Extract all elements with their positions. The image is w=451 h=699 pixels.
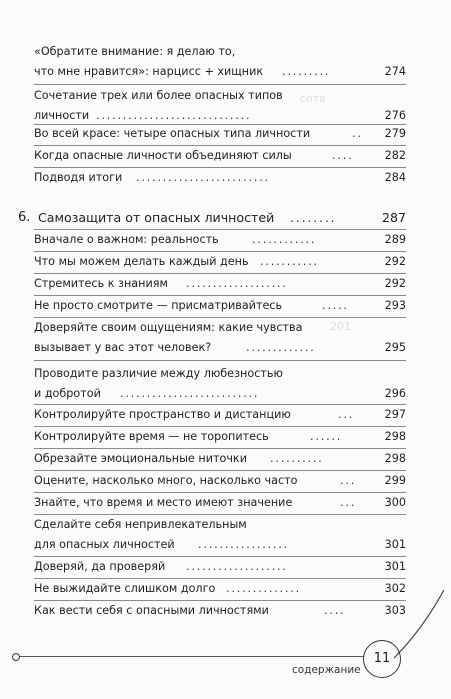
toc-entry[interactable] xyxy=(34,296,406,316)
leader-dots: ............. xyxy=(246,341,316,354)
chapter-number: 6. xyxy=(18,210,31,225)
leader-dots: ..... xyxy=(322,299,349,312)
leader-dots: ......................... xyxy=(136,171,270,184)
toc-entry[interactable] xyxy=(34,557,406,577)
leader-dots: .............. xyxy=(226,582,301,595)
toc-entry-text: для опасных личностей xyxy=(34,538,175,551)
toc-entry-page: 293 xyxy=(384,299,406,312)
leader-dots: ... xyxy=(340,496,357,509)
toc-entry-text: Во всей красе: четыре опасных типа личности xyxy=(34,127,311,140)
toc-entry-page: 299 xyxy=(384,474,406,487)
leader-dots: ... xyxy=(340,474,357,487)
toc-entry-text: Как вести себя с опасными личностями xyxy=(34,604,269,617)
leader-dots: ............ xyxy=(252,233,317,246)
toc-entry-page: 302 xyxy=(384,582,406,595)
leader-dots: ............................. xyxy=(96,109,252,122)
toc-entry-page: 292 xyxy=(384,255,406,268)
leader-dots: ......... xyxy=(282,65,331,78)
toc-entry-page: 279 xyxy=(384,127,406,140)
toc-entry[interactable] xyxy=(34,86,406,126)
toc-entry[interactable] xyxy=(34,146,406,166)
toc-entry[interactable] xyxy=(34,274,406,294)
toc-entry-page: 298 xyxy=(384,452,406,465)
toc-entry[interactable] xyxy=(34,515,406,555)
toc-entry-text: Подводя итоги xyxy=(34,171,123,184)
leader-dots: ... xyxy=(338,408,355,421)
leader-dots: ........ xyxy=(290,210,337,225)
footer-section-label: содержание xyxy=(292,664,361,676)
toc-chapter-entry[interactable] xyxy=(38,208,406,228)
leader-dots: ................... xyxy=(186,560,288,573)
footer-dot-icon xyxy=(12,653,20,661)
toc-entry-page: 292 xyxy=(384,277,406,290)
toc-entry-text: Вначале о важном: реальность xyxy=(34,233,219,246)
leader-dots: .......... xyxy=(270,452,324,465)
toc-entry[interactable] xyxy=(34,449,406,469)
toc-entry-page: 303 xyxy=(384,604,406,617)
toc-entry-text: Знайте, что время и место имеют значение xyxy=(34,496,293,509)
toc-entry-text: «Обратите внимание: я делаю то, xyxy=(34,45,236,58)
chapter-title: Самозащита от опасных личностей xyxy=(38,210,275,225)
toc-entry-page: 297 xyxy=(384,408,406,421)
toc-entry-text: Когда опасные личности объединяют силы xyxy=(34,149,292,162)
leader-dots: .. xyxy=(352,127,363,140)
toc-entry-text: Стремитесь к знаниям xyxy=(34,277,168,290)
leader-dots: .... xyxy=(332,149,354,162)
toc-entry[interactable] xyxy=(34,601,406,621)
page-number: 11 xyxy=(363,640,401,678)
toc-entry[interactable] xyxy=(34,168,406,188)
toc-entry-page: 289 xyxy=(384,233,406,246)
toc-entry-text: Не выжидайте слишком долго xyxy=(34,582,216,595)
toc-entry-page: 282 xyxy=(384,149,406,162)
show-through-text: сотв xyxy=(300,92,326,105)
toc-entry[interactable] xyxy=(34,471,406,491)
toc-entry-text: Сделайте себя непривлекательным xyxy=(34,518,247,531)
toc-entry[interactable] xyxy=(34,42,406,82)
decorative-arc xyxy=(392,590,451,660)
toc-entry-text: личности xyxy=(34,109,90,122)
toc-entry[interactable] xyxy=(34,427,406,447)
toc-entry-text: и добротой xyxy=(34,387,101,400)
toc-entry-text: Проводите различие между любезностью xyxy=(34,367,283,380)
leader-dots: .......................... xyxy=(120,387,260,400)
toc-entry-page: 300 xyxy=(384,496,406,509)
toc-entry-text: Контролируйте пространство и дистанцию xyxy=(34,408,291,421)
leader-dots: ........... xyxy=(260,255,319,268)
toc-entry-text: Сочетание трех или более опасных типов xyxy=(34,89,283,102)
toc-entry-text: Что мы можем делать каждый день xyxy=(34,255,249,268)
entry-separator xyxy=(34,360,406,361)
toc-entry-text: Контролируйте время — не торопитесь xyxy=(34,430,269,443)
leader-dots: ................... xyxy=(186,277,288,290)
toc-entry-text: Оцените, насколько много, насколько часто xyxy=(34,474,298,487)
toc-entry[interactable] xyxy=(34,318,406,358)
toc-entry-text: вызывает у вас этот человек? xyxy=(34,341,212,354)
leader-dots: .... xyxy=(324,604,346,617)
show-through-text: 201 xyxy=(330,320,351,333)
toc-entry-text: что мне нравится»: нарцисс + хищник xyxy=(34,65,264,78)
toc-entry[interactable] xyxy=(34,579,406,599)
toc-entry[interactable] xyxy=(34,405,406,425)
toc-entry-page: 284 xyxy=(384,171,406,184)
toc-entry-text: Доверяй, да проверяй xyxy=(34,560,166,573)
toc-entry-text: Доверяйте своим ощущениям: какие чувства xyxy=(34,321,303,334)
toc-entry-page: 295 xyxy=(384,341,406,354)
toc-entry-text: Обрезайте эмоциональные ниточки xyxy=(34,452,247,465)
footer-rule xyxy=(12,656,364,657)
toc-entry[interactable] xyxy=(34,124,406,144)
toc-entry[interactable] xyxy=(34,252,406,272)
toc-entry-text: Не просто смотрите — присматривайтесь xyxy=(34,299,283,312)
toc-entry-page: 274 xyxy=(384,65,406,78)
toc-entry[interactable] xyxy=(34,364,406,404)
toc-entry[interactable] xyxy=(34,230,406,250)
toc-entry[interactable] xyxy=(34,493,406,513)
toc-entry-page: 301 xyxy=(384,560,406,573)
entry-separator xyxy=(34,84,406,85)
toc-entry-page: 301 xyxy=(384,538,406,551)
chapter-page: 287 xyxy=(381,210,406,225)
toc-entry-page: 298 xyxy=(384,430,406,443)
leader-dots: ...... xyxy=(310,430,343,443)
toc-entry-page: 296 xyxy=(384,387,406,400)
leader-dots: ................. xyxy=(198,538,290,551)
toc-entry-page: 276 xyxy=(384,109,406,122)
